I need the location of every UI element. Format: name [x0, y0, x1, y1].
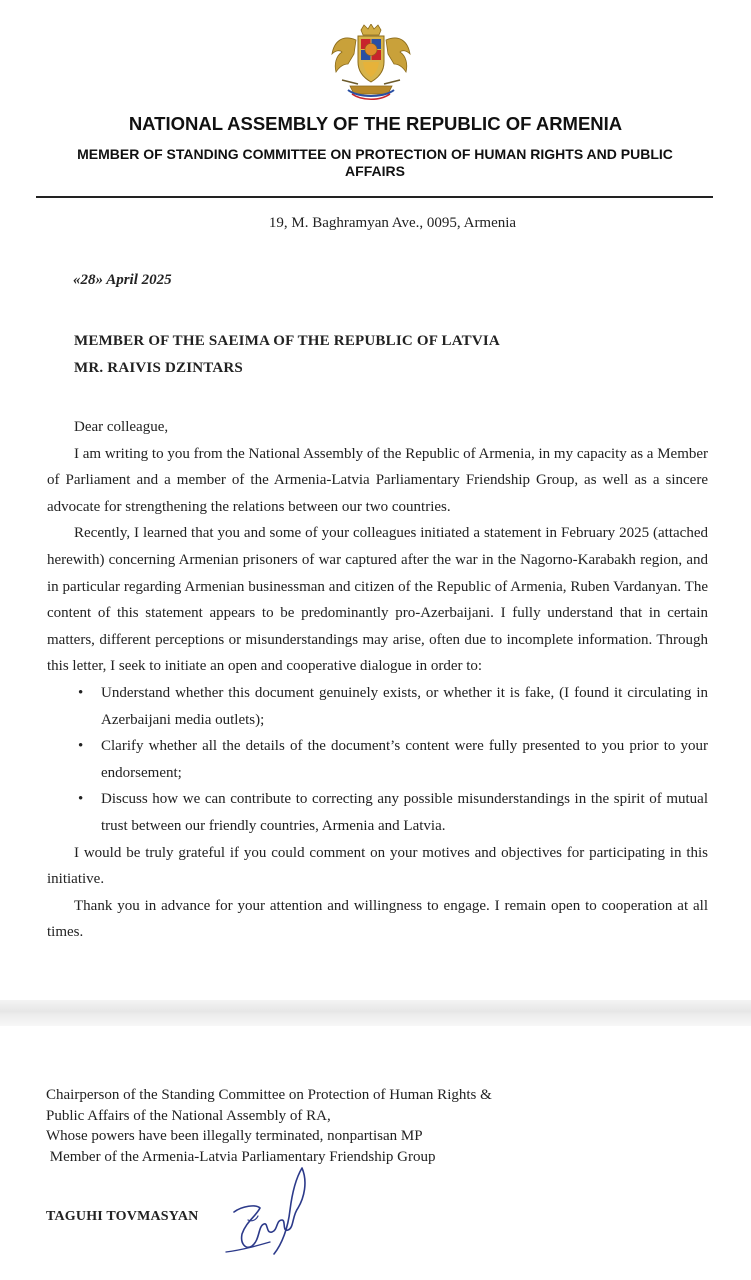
- paragraph-context: Recently, I learned that you and some of your colleagues initiated a statement in February 2025 (attached herewith) concerning Armenian prisoners of war captured after the war in the Nagorno-Karabakh region, and in particular regarding Armenian businessman and citizen of the Republic of Armenia, Ruben Vardanyan. The content of this statement appears to be predominantly pro-Azerbaijani. I fully understand that in certain matters, different perceptions or misunderstandings may arise, often due to incomplete information. Through this letter, I seek to initiate an open and cooperative dialogue in order to:: [47, 525, 708, 675]
- coat-of-arms-icon: [328, 24, 414, 102]
- request-list: [47, 680, 708, 840]
- signatory-line: Whose powers have been illegally terminated, nonpartisan MP: [46, 1128, 423, 1144]
- header-divider: [36, 196, 713, 198]
- handwritten-signature-icon: [212, 1160, 322, 1260]
- list-item-text: Discuss how we can contribute to correcting any possible misunderstandings in the spirit of mutual trust between our friendly countries, Armenia and Latvia.: [101, 791, 708, 834]
- list-item-text: Clarify whether all the details of the document’s content were fully presented to you prior to your endorsement;: [101, 738, 708, 781]
- institution-title: NATIONAL ASSEMBLY OF THE REPUBLIC OF ARMENIA: [128, 113, 623, 134]
- address-line: 19, M. Baghramyan Ave., 0095, Armenia: [268, 215, 517, 231]
- recipient-title: MEMBER OF THE SAEIMA OF THE REPUBLIC OF LATVIA: [74, 333, 500, 349]
- bullet-icon: •: [78, 791, 84, 808]
- bullet-icon: •: [78, 684, 84, 701]
- paragraph-intro: I am writing to you from the National Assembly of the Republic of Armenia, in my capacity as a Member of Parliament and a member of the Armenia-Latvia Parliamentary Friendship Group, as well as a sincere advocate for strengthening the relations between our two countries.: [47, 445, 709, 515]
- page-separator: [0, 1000, 751, 1026]
- signatory-title-block: [46, 1085, 492, 1167]
- salutation: Dear colleague,: [74, 419, 169, 435]
- signatory-name: TAGUHI TOVMASYAN: [46, 1209, 199, 1224]
- bullet-icon: •: [78, 738, 84, 755]
- list-item-text: Understand whether this document genuinely exists, or whether it is fake, (I found it circulating in Azerbaijani media outlets);: [101, 684, 708, 728]
- paragraph-thanks: Thank you in advance for your attention and willingness to engage. I remain open to cooperation at all times.: [47, 897, 708, 941]
- letter-date: «28» April 2025: [73, 272, 172, 288]
- list-item: [47, 786, 708, 839]
- recipient-name: MR. RAIVIS DZINTARS: [74, 360, 243, 376]
- signatory-line: Member of the Armenia-Latvia Parliamentary Friendship Group: [46, 1148, 436, 1165]
- letter-body: [47, 414, 708, 946]
- list-item: [47, 733, 708, 786]
- signatory-line: Public Affairs of the National Assembly of RA,: [46, 1107, 331, 1124]
- paragraph-request: I would be truly grateful if you could comment on your motives and objectives for participating in this initiative.: [47, 844, 708, 888]
- signatory-line: Chairperson of the Standing Committee on Protection of Human Rights &: [46, 1087, 492, 1103]
- list-item: [47, 680, 708, 733]
- committee-subtitle: MEMBER OF STANDING COMMITTEE ON PROTECTION OF HUMAN RIGHTS AND PUBLIC AFFAIRS: [77, 146, 673, 179]
